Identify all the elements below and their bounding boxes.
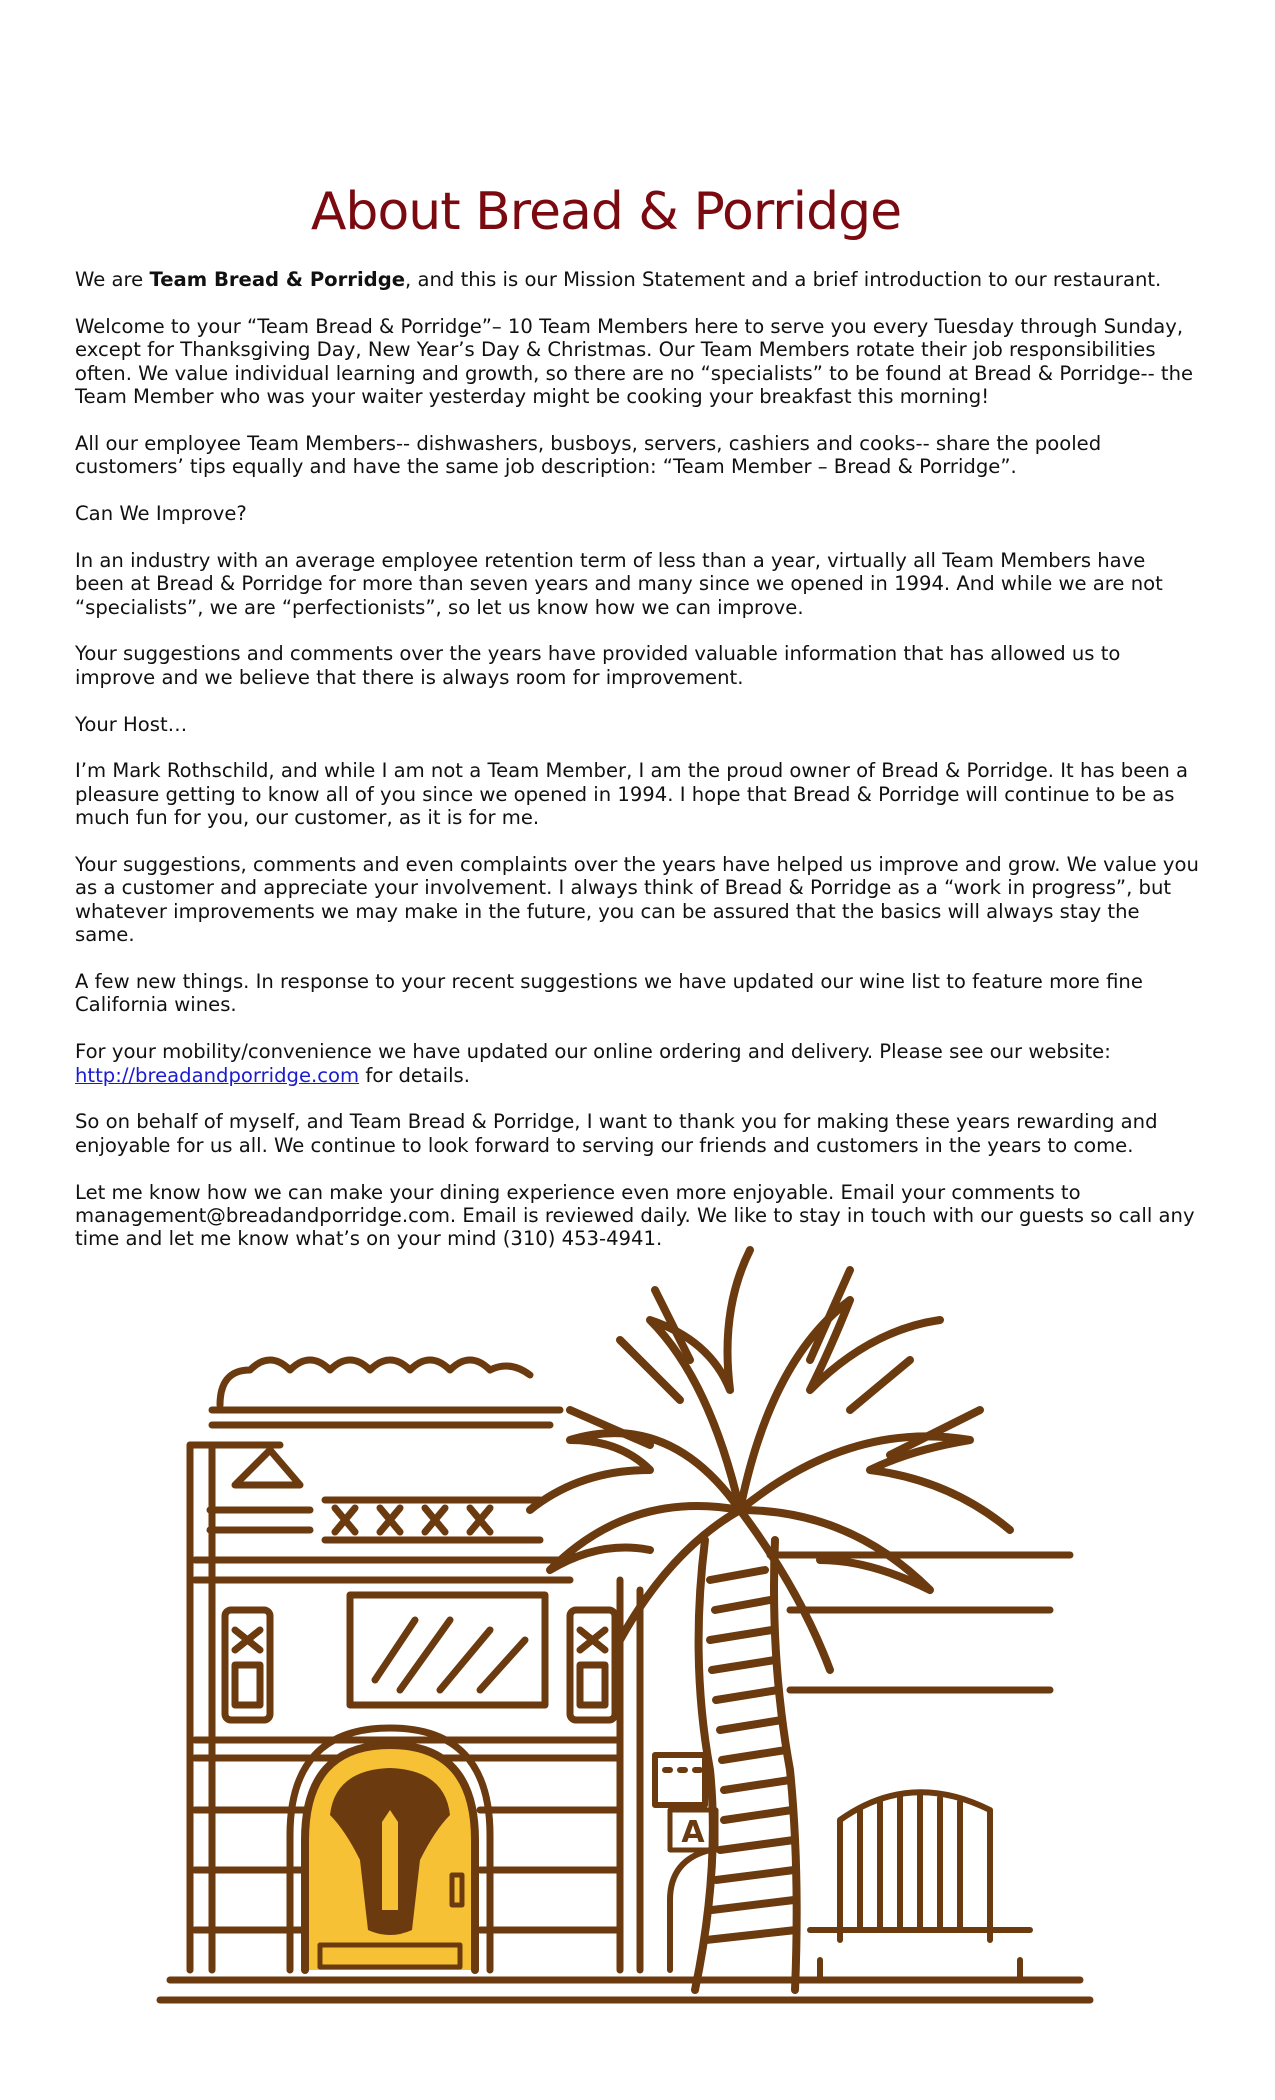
owner-paragraph: I’m Mark Rothschild, and while I am not a Team Member, I am the proud owner of Bread & Porridge. It has been a pleasure getting to know all of you since we opened in 1994. I hope that Bread & Porridge will continue to be as much fun for you, our customer, as it is for me. <box>75 759 1189 830</box>
page-title: About Bread & Porridge <box>310 182 902 242</box>
welcome-paragraph: Welcome to your “Team Bread & Porridge”– 10 Team Members here to serve you every Tuesday through Sunday, except for Thanksgiving Day, New Year’s Day & Christmas. Our Team Members rotate their job responsibilities often. We value individual learning and growth, so there are no “specialists” to be found at Bread & Porridge-- the Team Member who was your waiter yesterday might be cooking your breakfast this morning! <box>75 314 1194 409</box>
wall-sign-letter: A <box>681 1815 705 1850</box>
website-link[interactable]: http://breadandporridge.com <box>75 1063 360 1087</box>
new-things-paragraph: A few new things. In response to your recent suggestions we have updated our wine list to feature more fine California wines. <box>75 970 1143 1017</box>
retention-paragraph: In an industry with an average employee retention term of less than a year, virtually all Team Members have been at Bread & Porridge for more than seven years and many since we opened in 1994. And while we are not “specialists”, we are “perfectionists”, so let us know how we can improve. <box>75 548 1163 619</box>
mobility-prefix: For your mobility/convenience we have updated our online ordering and delivery. Please see our website: <box>75 1040 1111 1064</box>
complaints-paragraph: Your suggestions, comments and even complaints over the years have helped us improve and grow. We value you as a customer and appreciate your involvement. I always think of Bread & Porridge as a “work in progress”, but whatever improvements we may make in the future, you can be assured that the basics will always stay the same. <box>75 853 1199 947</box>
intro-paragraph <box>75 268 1200 291</box>
doorway <box>290 1728 490 1970</box>
mobility-paragraph <box>75 1040 1200 1087</box>
contact-paragraph: Let me know how we can make your dining experience even more enjoyable. Email your comments to management@breadandporridge.com. Email is reviewed daily. We like to stay in touch with our guests so call any time and let me know what’s on your mind (310) 453-4941. <box>75 1180 1195 1251</box>
restaurant-illustration <box>150 1210 1120 2040</box>
intro-prefix: We are <box>75 268 150 291</box>
improve-heading: Can We Improve? <box>75 502 247 526</box>
tips-paragraph: All our employee Team Members-- dishwashers, busboys, servers, cashiers and cooks-- share the pooled customers’ tips equally and have the same job description: “Team Member – Bread & Porridge”. <box>75 431 1102 479</box>
host-heading: Your Host… <box>75 712 188 736</box>
suggestions-paragraph: Your suggestions and comments over the years have provided valuable information that has allowed us to improve and we believe that there is always room for improvement. <box>75 642 1121 689</box>
intro-team-name: Team Bread & Porridge <box>149 268 406 291</box>
thanks-paragraph: So on behalf of myself, and Team Bread & Porridge, I want to thank you for making these years rewarding and enjoyable for us all. We continue to look forward to serving our friends and customers in the years to come. <box>75 1110 1158 1157</box>
intro-suffix: , and this is our Mission Statement and a brief introduction to our restaurant. <box>405 268 1162 291</box>
mobility-suffix: for details. <box>359 1063 470 1087</box>
document-body <box>75 268 1200 1274</box>
